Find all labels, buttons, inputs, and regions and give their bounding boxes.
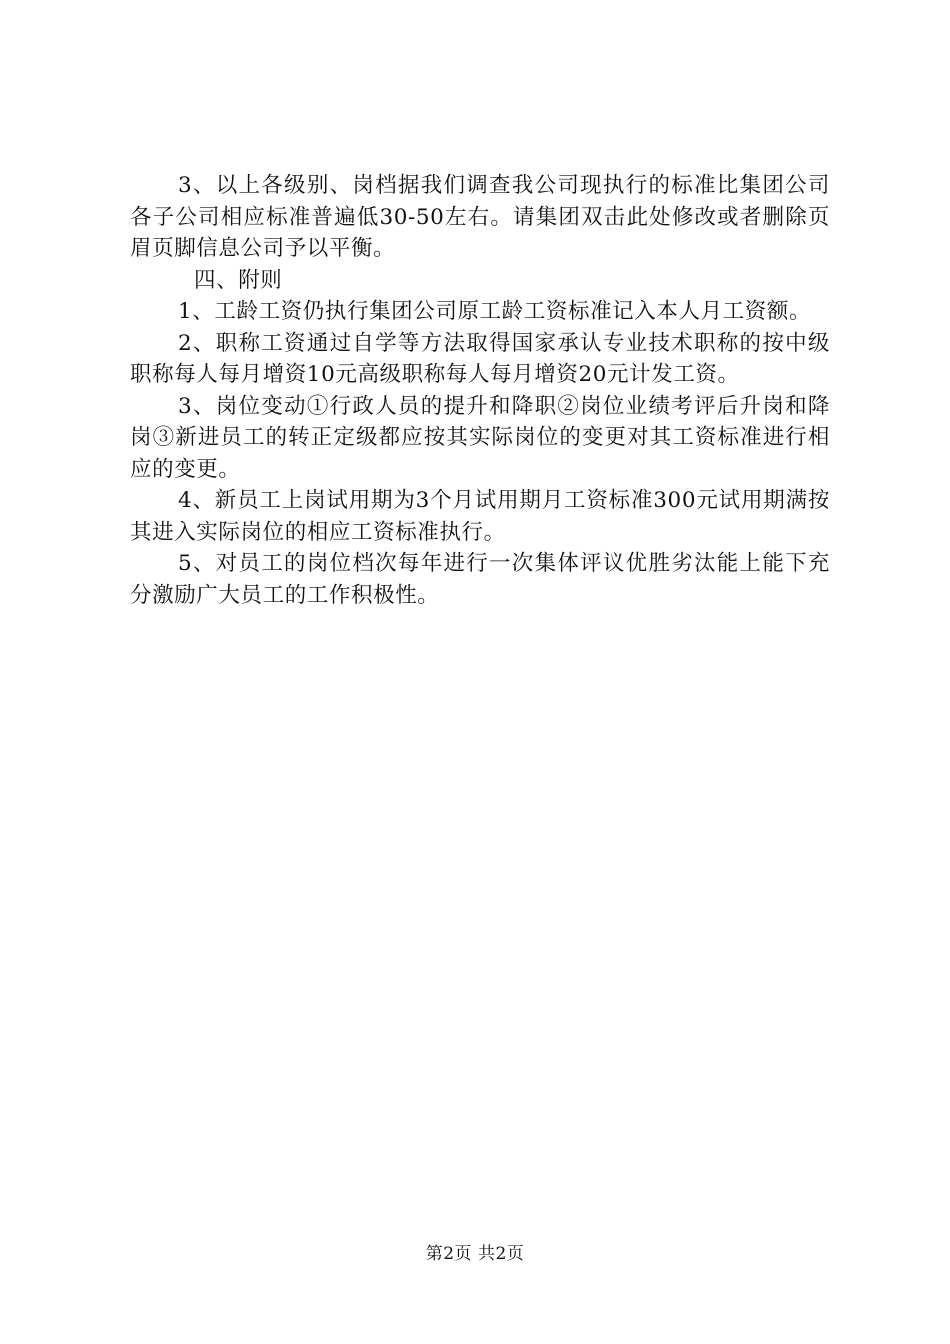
paragraph-item-3-position-change: 3、岗位变动①行政人员的提升和降职②岗位业绩考评后升岗和降岗③新进员工的转正定级都应按其实际岗位的变更对其工资标准进行相应的变更。 xyxy=(130,393,830,482)
paragraph-item-1-seniority-pay: 1、工龄工资仍执行集团公司原工龄工资标准记入本人月工资额。 xyxy=(178,299,812,324)
document-body xyxy=(130,170,830,611)
paragraph-item-5-annual-review: 5、对员工的岗位档次每年进行一次集体评议优胜劣汰能上能下充分激励广大员工的工作积极性。 xyxy=(130,551,830,608)
paragraph-item-2-title-pay: 2、职称工资通过自学等方法取得国家承认专业技术职称的按中级职称每人每月增资10元高级职称每人每月增资20元计发工资。 xyxy=(130,330,830,387)
page-number-footer: 第2页 共2页 xyxy=(425,1244,525,1264)
section-heading-appendix: 四、附则 xyxy=(194,267,283,293)
paragraph-item-3-salary-levels: 3、以上各级别、岗档据我们调查我公司现执行的标准比集团公司各子公司相应标准普遍低30-50左右。请集团双击此处修改或者删除页眉页脚信息公司予以平衡。 xyxy=(130,173,830,261)
paragraph-item-4-probation: 4、新员工上岗试用期为3个月试用期月工资标准300元试用期满按其进入实际岗位的相应工资标准执行。 xyxy=(130,488,830,545)
